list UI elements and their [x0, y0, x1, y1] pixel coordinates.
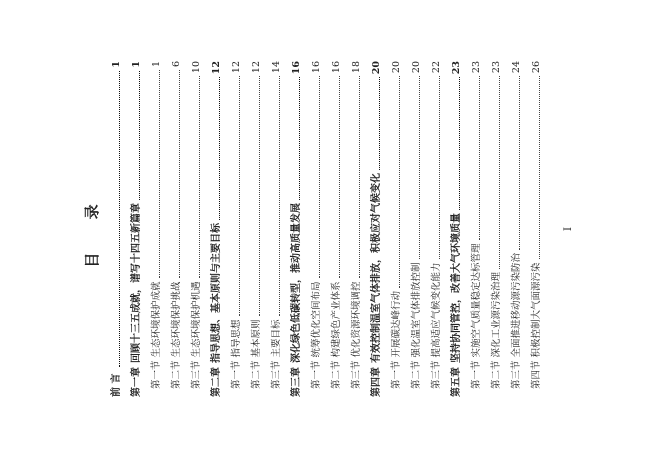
entry-title: 有效控制温室气体排放，积极应对气候变化	[371, 173, 382, 363]
dot-leader	[279, 76, 280, 316]
entry-title: 指导思想、基本原则与主要目标	[211, 223, 222, 363]
toc-entry[interactable]	[251, 61, 263, 397]
entry-title: 坚持协同管控，改善大气环境质量	[451, 213, 462, 363]
entry-page: 20	[391, 61, 402, 74]
toc-entry[interactable]	[331, 61, 343, 397]
toc-entry[interactable]	[211, 61, 223, 397]
page-number: I	[563, 227, 574, 231]
entry-title: 深化绿色低碳转型，推动高质量发展	[291, 203, 302, 363]
entry-number: 第一章	[131, 367, 142, 397]
entry-title: 第一节 指导思想	[231, 319, 242, 389]
dot-leader	[499, 76, 500, 269]
toc-entry[interactable]	[291, 61, 303, 397]
entry-title: 第三节 优化资源环境调控	[351, 281, 362, 389]
entry-page: 14	[271, 61, 282, 74]
entry-title: 第一节 统筹优化空间布局	[311, 281, 322, 389]
toc-entry[interactable]	[131, 61, 143, 397]
dot-leader	[379, 77, 380, 170]
entry-number: 前 言	[111, 373, 122, 397]
toc-entry[interactable]	[471, 61, 483, 397]
toc-entry[interactable]	[371, 61, 383, 397]
toc-entry[interactable]	[531, 61, 543, 397]
dot-leader	[159, 70, 160, 278]
dot-leader	[179, 70, 180, 278]
entry-page: 10	[191, 61, 202, 74]
toc-entry[interactable]	[351, 61, 363, 397]
entry-title: 第三节 生态环境保护机遇	[191, 281, 202, 389]
dot-leader	[479, 76, 480, 240]
toc-entry[interactable]	[431, 61, 443, 397]
entry-number: 第五章	[451, 367, 462, 397]
toc-entry[interactable]	[191, 61, 203, 397]
entry-page: 22	[431, 61, 442, 74]
entry-page: 26	[531, 61, 542, 74]
dot-leader	[419, 76, 420, 259]
dot-leader	[519, 76, 520, 250]
entry-page: 1	[131, 61, 142, 68]
entry-title: 第三节 全面推进移动源污染防治	[511, 252, 522, 389]
entry-page: 16	[331, 61, 342, 74]
entry-page: 12	[251, 61, 262, 74]
dot-leader	[219, 77, 220, 220]
entry-page: 16	[311, 61, 322, 74]
toc-entry[interactable]	[151, 61, 163, 397]
entry-page: 12	[231, 61, 242, 74]
entry-title: 第一节 实施空气质量稳定达标管理	[471, 243, 482, 389]
entry-page: 12	[211, 61, 222, 75]
dot-leader	[539, 76, 540, 259]
entry-title: 第二节 基本原则	[251, 319, 262, 389]
toc-entry[interactable]	[271, 61, 283, 397]
dot-leader	[399, 76, 400, 288]
toc-entry[interactable]	[451, 61, 463, 397]
toc-entry[interactable]	[511, 61, 523, 397]
entry-page: 20	[371, 61, 382, 75]
entry-page: 23	[471, 61, 482, 74]
entry-page: 20	[411, 61, 422, 74]
dot-leader	[239, 76, 240, 316]
dot-leader	[319, 76, 320, 278]
entry-title: 第二节 强化温室气体排放控制	[411, 262, 422, 389]
entry-title: 第二节 构建绿色产业体系	[331, 281, 342, 389]
entry-title: 第三节 提高适应气候变化能力	[431, 262, 442, 389]
entry-number: 第四章	[371, 367, 382, 397]
entry-title: 第三节 主要目标	[271, 319, 282, 389]
dot-leader	[459, 77, 460, 210]
toc-frame-rotated	[77, 61, 577, 397]
toc-entry[interactable]	[311, 61, 323, 397]
entry-number: 第二章	[211, 367, 222, 397]
dot-leader	[299, 77, 300, 200]
entry-page: 18	[351, 61, 362, 74]
dot-leader	[199, 76, 200, 278]
entry-title: 第一节 开展碳达峰行动	[391, 290, 402, 389]
dot-leader	[339, 76, 340, 278]
dot-leader	[139, 71, 140, 200]
dot-leader	[359, 76, 360, 278]
toc-entry[interactable]	[411, 61, 423, 397]
entry-title: 第一节 生态环境保护成就	[151, 281, 162, 389]
dot-leader	[259, 76, 260, 316]
entry-title: 第二节 深化工业源污染治理	[491, 271, 502, 389]
toc-entry[interactable]	[491, 61, 503, 397]
dot-leader	[439, 76, 440, 259]
toc-entry[interactable]	[231, 61, 243, 397]
toc-entry[interactable]	[171, 61, 183, 397]
toc-entry[interactable]	[111, 61, 123, 397]
entry-page: 6	[171, 61, 182, 68]
entry-page: 1	[151, 61, 162, 68]
toc-title: 目 录	[83, 190, 101, 268]
entry-number: 第三章	[291, 367, 302, 397]
entry-page: 23	[451, 61, 462, 75]
entry-page: 24	[511, 61, 522, 74]
entry-title: 第二节 生态环境保护挑战	[171, 281, 182, 389]
dot-leader	[119, 71, 120, 367]
entry-title: 回顾十三五成就，谱写十四五新篇章	[131, 203, 142, 363]
entry-page: 16	[291, 61, 302, 75]
toc-entry[interactable]	[391, 61, 403, 397]
entry-title: 第四节 积极控制大气面源污染	[531, 262, 542, 389]
entry-page: 23	[491, 61, 502, 74]
entry-page: 1	[111, 61, 122, 68]
